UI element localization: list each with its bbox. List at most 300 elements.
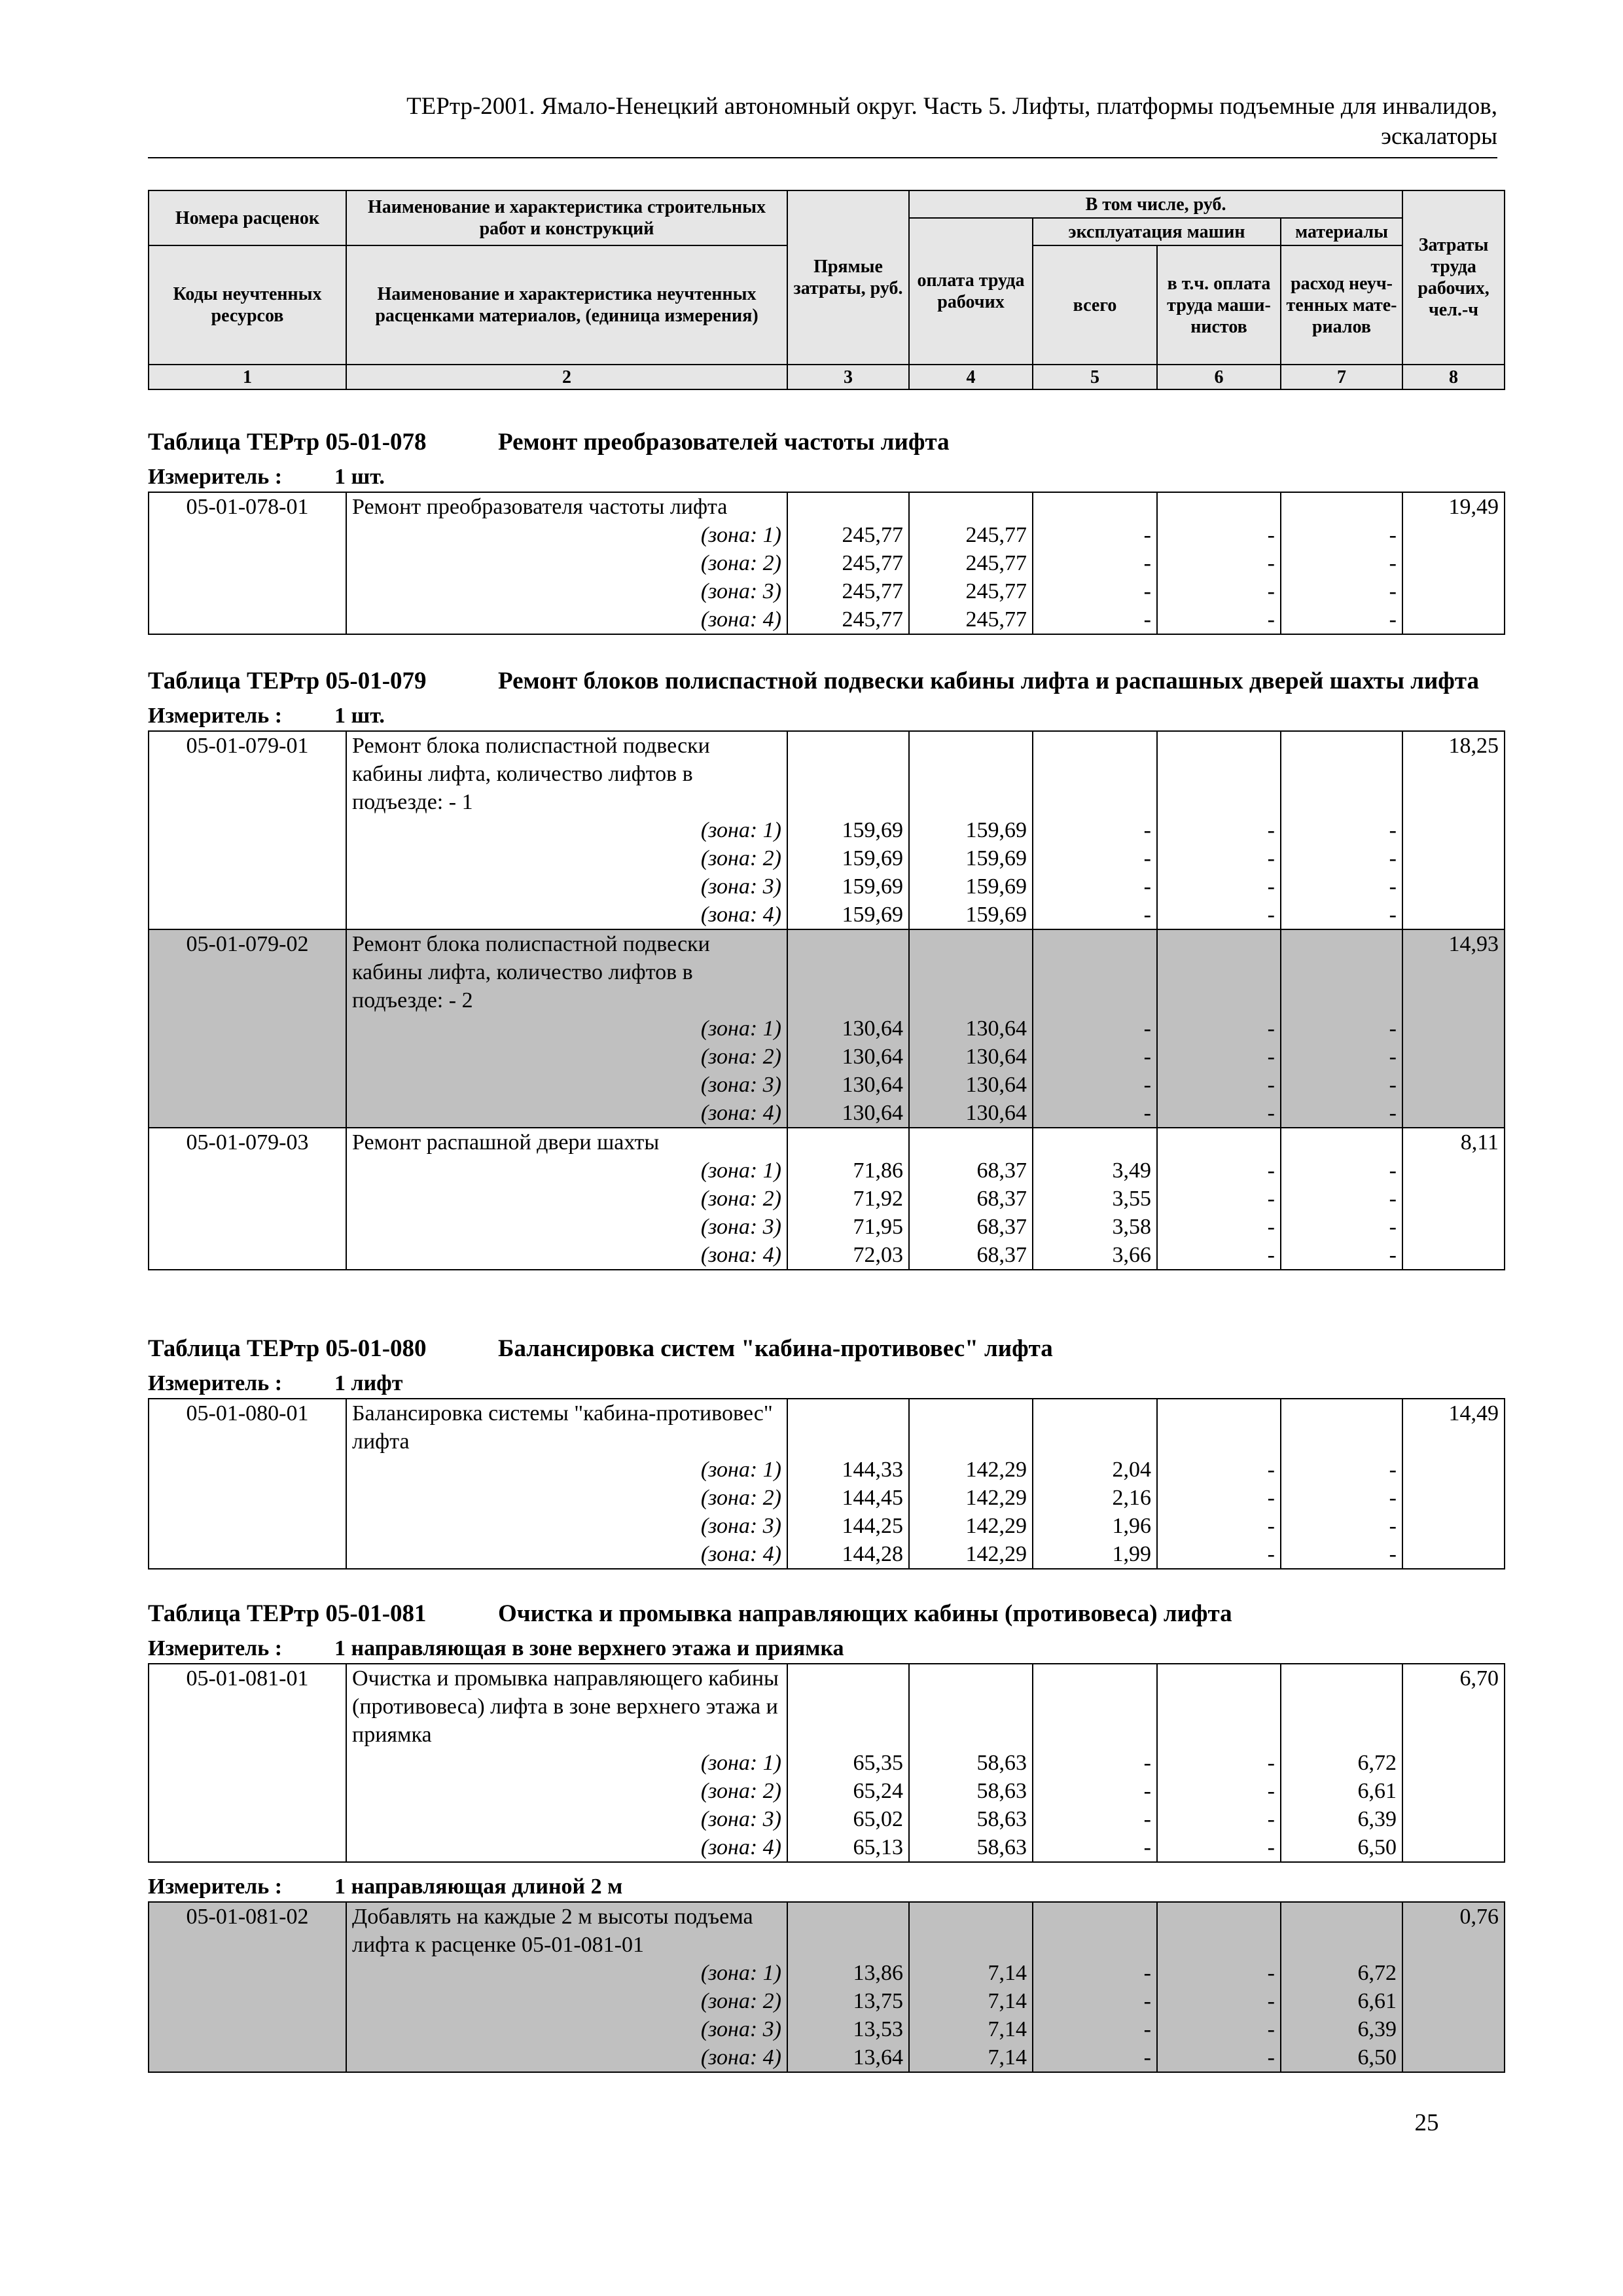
header-resource-name: Наименование и характеристика неучтенных расценками материалов, (единица измерения)	[346, 245, 787, 365]
zone-value-col-7: -	[1281, 521, 1402, 549]
zone-label: (зона: 4)	[346, 1833, 787, 1862]
header-labor-pay: оплата труда рабочих	[909, 218, 1033, 365]
running-header-line-1: ТЕРтр-2001. Ямало-Ненецкий автономный округ. Часть 5. Лифты, платформы подъемные для инвалидов,	[406, 93, 1497, 120]
rate-empty-cell	[909, 1128, 1033, 1157]
zone-row	[149, 1241, 1505, 1270]
zone-value-col-3: 72,03	[787, 1241, 909, 1270]
zone-value-col-5: 2,16	[1033, 1484, 1157, 1512]
rate-description: Ремонт блока полиспастной подвески кабины лифта, количество лифтов в подъезде: - 1	[346, 731, 787, 816]
zone-value-col-3: 130,64	[787, 1014, 909, 1043]
rate-empty-cell	[1033, 492, 1157, 521]
zone-labor-cell	[1402, 1157, 1505, 1185]
zone-row	[149, 1071, 1505, 1099]
zone-row	[149, 1833, 1505, 1862]
section-title	[148, 1332, 1497, 1365]
rate-code: 05-01-081-01	[149, 1664, 346, 1749]
zone-value-col-5: -	[1033, 2043, 1157, 2072]
zone-value-col-6: -	[1157, 1185, 1281, 1213]
zone-value-col-5: -	[1033, 577, 1157, 605]
zone-row	[149, 2043, 1505, 2072]
zone-labor-cell	[1402, 844, 1505, 872]
rate-empty-cell	[1033, 731, 1157, 816]
rate-labor: 19,49	[1402, 492, 1505, 521]
rate-empty-cell	[1157, 492, 1281, 521]
zone-label: (зона: 4)	[346, 2043, 787, 2072]
measure-unit: 1 лифт	[334, 1371, 403, 1395]
zone-value-col-5: -	[1033, 1071, 1157, 1099]
rate-empty-cell	[1157, 1128, 1281, 1157]
zone-value-col-3: 65,35	[787, 1749, 909, 1777]
measure-label: Измеритель :	[148, 1371, 283, 1395]
section-table-code: Таблица ТЕРтр 05-01-079	[148, 668, 427, 694]
zone-value-col-3: 13,53	[787, 2015, 909, 2043]
zone-value-col-4: 7,14	[909, 2043, 1033, 2072]
zone-value-col-6: -	[1157, 1540, 1281, 1569]
rate-empty-cell	[1281, 492, 1402, 521]
measure-unit: 1 направляющая длиной 2 м	[334, 1874, 623, 1899]
rate-empty-cell	[787, 1399, 909, 1456]
zone-value-col-3: 130,64	[787, 1099, 909, 1128]
zone-value-col-7: -	[1281, 1157, 1402, 1185]
section-title	[148, 1597, 1497, 1630]
measure-label: Измеритель :	[148, 465, 283, 489]
zone-value-col-7: -	[1281, 844, 1402, 872]
rate-table	[148, 1901, 1505, 2073]
rate-empty-cell	[787, 731, 909, 816]
zone-value-col-4: 245,77	[909, 549, 1033, 577]
header-machines-total: всего	[1033, 245, 1157, 365]
zone-value-col-7: -	[1281, 1213, 1402, 1241]
zone-value-col-6: -	[1157, 1456, 1281, 1484]
rate-empty-cell	[909, 1399, 1033, 1456]
zone-row	[149, 1043, 1505, 1071]
section-table-name: Балансировка систем "кабина-противовес" лифта	[498, 1335, 1053, 1362]
rate-code: 05-01-078-01	[149, 492, 346, 521]
zone-labor-cell	[1402, 2015, 1505, 2043]
zone-value-col-6: -	[1157, 1987, 1281, 2015]
zone-value-col-4: 245,77	[909, 521, 1033, 549]
header-rule	[148, 157, 1497, 158]
zone-value-col-7: -	[1281, 605, 1402, 634]
zone-value-col-6: -	[1157, 1959, 1281, 1987]
zone-labor-cell	[1402, 816, 1505, 844]
zone-value-col-6: -	[1157, 2043, 1281, 2072]
zone-value-col-6: -	[1157, 605, 1281, 634]
zone-labor-cell	[1402, 1987, 1505, 2015]
zone-row	[149, 521, 1505, 549]
zone-row	[149, 1213, 1505, 1241]
section-measure	[148, 1369, 1497, 1398]
zone-value-col-3: 13,86	[787, 1959, 909, 1987]
rate-empty-cell	[787, 492, 909, 521]
zone-code-cell	[149, 1157, 346, 1185]
zone-value-col-6: -	[1157, 1484, 1281, 1512]
zone-code-cell	[149, 1833, 346, 1862]
zone-value-col-4: 142,29	[909, 1512, 1033, 1540]
header-machinist-pay: в т.ч. оплата труда маши-нистов	[1157, 245, 1281, 365]
zone-value-col-5: -	[1033, 549, 1157, 577]
zone-code-cell	[149, 1456, 346, 1484]
section-measure	[148, 1873, 1497, 1901]
zone-label: (зона: 4)	[346, 1099, 787, 1128]
zone-value-col-6: -	[1157, 1749, 1281, 1777]
zone-label: (зона: 2)	[346, 844, 787, 872]
zone-label: (зона: 2)	[346, 1987, 787, 2015]
zone-label: (зона: 3)	[346, 1071, 787, 1099]
zone-value-col-7: -	[1281, 1099, 1402, 1128]
zone-value-col-7: 6,72	[1281, 1749, 1402, 1777]
zone-label: (зона: 1)	[346, 1749, 787, 1777]
rate-labor: 6,70	[1402, 1664, 1505, 1749]
zone-code-cell	[149, 1043, 346, 1071]
zone-labor-cell	[1402, 1014, 1505, 1043]
rate-empty-cell	[1281, 1664, 1402, 1749]
rate-row	[149, 1902, 1505, 1959]
section-title	[148, 664, 1497, 698]
zone-code-cell	[149, 1213, 346, 1241]
rate-empty-cell	[1157, 731, 1281, 816]
zone-value-col-3: 144,45	[787, 1484, 909, 1512]
zone-value-col-6: -	[1157, 1512, 1281, 1540]
zone-value-col-5: -	[1033, 2015, 1157, 2043]
rate-table	[148, 730, 1505, 1270]
page-number: 25	[1414, 2109, 1439, 2136]
zone-label: (зона: 3)	[346, 2015, 787, 2043]
zone-value-col-3: 65,02	[787, 1805, 909, 1833]
zone-value-col-6: -	[1157, 1043, 1281, 1071]
zone-row	[149, 1014, 1505, 1043]
zone-value-col-7: 6,50	[1281, 2043, 1402, 2072]
zone-value-col-6: -	[1157, 1099, 1281, 1128]
zone-value-col-7: -	[1281, 901, 1402, 929]
zone-row	[149, 1805, 1505, 1833]
rate-code: 05-01-081-02	[149, 1902, 346, 1959]
zone-value-col-3: 159,69	[787, 844, 909, 872]
rate-row	[149, 929, 1505, 1014]
section-title	[148, 425, 1497, 459]
zone-value-col-4: 130,64	[909, 1099, 1033, 1128]
zone-row	[149, 1512, 1505, 1540]
zone-label: (зона: 2)	[346, 1043, 787, 1071]
zone-label: (зона: 3)	[346, 1213, 787, 1241]
zone-row	[149, 816, 1505, 844]
zone-code-cell	[149, 1185, 346, 1213]
zone-value-col-5: 1,96	[1033, 1512, 1157, 1540]
section-table-name: Ремонт блоков полиспастной подвески кабины лифта и распашных дверей шахты лифта	[498, 668, 1480, 694]
zone-value-col-7: 6,39	[1281, 2015, 1402, 2043]
zone-value-col-5: 1,99	[1033, 1540, 1157, 1569]
zone-value-col-5: -	[1033, 1099, 1157, 1128]
zone-value-col-7: -	[1281, 577, 1402, 605]
rate-empty-cell	[1281, 1128, 1402, 1157]
rate-labor: 18,25	[1402, 731, 1505, 816]
rate-section	[148, 425, 1497, 635]
zone-value-col-7: -	[1281, 1484, 1402, 1512]
zone-value-col-3: 245,77	[787, 605, 909, 634]
zone-value-col-7: 6,72	[1281, 1959, 1402, 1987]
zone-value-col-5: 2,04	[1033, 1456, 1157, 1484]
zone-code-cell	[149, 1540, 346, 1569]
zone-value-col-4: 159,69	[909, 872, 1033, 901]
zone-value-col-7: 6,61	[1281, 1777, 1402, 1805]
zone-value-col-6: -	[1157, 1805, 1281, 1833]
header-labor: Затраты труда рабочих, чел.-ч	[1402, 190, 1505, 365]
zone-code-cell	[149, 1014, 346, 1043]
column-number-7: 7	[1281, 365, 1402, 389]
zone-value-col-6: -	[1157, 816, 1281, 844]
zone-labor-cell	[1402, 1484, 1505, 1512]
zone-value-col-7: -	[1281, 549, 1402, 577]
zone-labor-cell	[1402, 1185, 1505, 1213]
zone-value-col-3: 144,33	[787, 1456, 909, 1484]
zone-labor-cell	[1402, 1213, 1505, 1241]
zone-value-col-6: -	[1157, 577, 1281, 605]
zone-label: (зона: 1)	[346, 1456, 787, 1484]
zone-value-col-6: -	[1157, 872, 1281, 901]
zone-value-col-7: -	[1281, 1512, 1402, 1540]
zone-label: (зона: 2)	[346, 1185, 787, 1213]
rate-table	[148, 1398, 1505, 1570]
zone-value-col-3: 159,69	[787, 816, 909, 844]
zone-code-cell	[149, 577, 346, 605]
zone-value-col-5: -	[1033, 816, 1157, 844]
zone-code-cell	[149, 605, 346, 634]
rate-empty-cell	[787, 929, 909, 1014]
zone-value-col-5: -	[1033, 872, 1157, 901]
header-machine-operation: эксплуатация машин	[1033, 218, 1281, 245]
zone-label: (зона: 1)	[346, 1157, 787, 1185]
zone-value-col-4: 58,63	[909, 1805, 1033, 1833]
zone-code-cell	[149, 2015, 346, 2043]
rate-empty-cell	[1033, 1128, 1157, 1157]
rate-row	[149, 1399, 1505, 1456]
rate-description: Ремонт распашной двери шахты	[346, 1128, 787, 1157]
zone-code-cell	[149, 1484, 346, 1512]
zone-value-col-5: -	[1033, 605, 1157, 634]
rate-row	[149, 1664, 1505, 1749]
zone-value-col-3: 144,25	[787, 1512, 909, 1540]
zone-value-col-4: 68,37	[909, 1241, 1033, 1270]
zone-row	[149, 1099, 1505, 1128]
rate-row	[149, 1128, 1505, 1157]
zone-label: (зона: 4)	[346, 901, 787, 929]
zone-code-cell	[149, 521, 346, 549]
rate-section	[148, 664, 1497, 1270]
zone-value-col-3: 71,95	[787, 1213, 909, 1241]
zone-value-col-6: -	[1157, 901, 1281, 929]
column-number-2: 2	[346, 365, 787, 389]
section-table-name: Ремонт преобразователей частоты лифта	[498, 429, 950, 456]
zone-value-col-6: -	[1157, 1833, 1281, 1862]
zone-value-col-4: 68,37	[909, 1185, 1033, 1213]
rate-code: 05-01-079-02	[149, 929, 346, 1014]
rate-description: Добавлять на каждые 2 м высоты подъема лифта к расценке 05-01-081-01	[346, 1902, 787, 1959]
running-header-line-2: эскалаторы	[1381, 123, 1497, 150]
rate-empty-cell	[787, 1664, 909, 1749]
rate-code: 05-01-079-03	[149, 1128, 346, 1157]
zone-value-col-3: 130,64	[787, 1071, 909, 1099]
zone-value-col-7: -	[1281, 1043, 1402, 1071]
rate-labor: 14,93	[1402, 929, 1505, 1014]
measure-unit: 1 шт.	[334, 704, 385, 728]
zone-value-col-4: 142,29	[909, 1456, 1033, 1484]
zone-row	[149, 901, 1505, 929]
header-direct-costs: Прямые затраты, руб.	[787, 190, 909, 365]
column-number-6: 6	[1157, 365, 1281, 389]
section-measure	[148, 463, 1497, 492]
zone-value-col-4: 7,14	[909, 1987, 1033, 2015]
zone-value-col-4: 142,29	[909, 1484, 1033, 1512]
rate-empty-cell	[1281, 731, 1402, 816]
measure-unit: 1 шт.	[334, 465, 385, 489]
zone-value-col-6: -	[1157, 1777, 1281, 1805]
rate-empty-cell	[1033, 1664, 1157, 1749]
zone-code-cell	[149, 844, 346, 872]
section-measure	[148, 1634, 1497, 1663]
zone-value-col-6: -	[1157, 2015, 1281, 2043]
zone-value-col-5: -	[1033, 1959, 1157, 1987]
zone-labor-cell	[1402, 1456, 1505, 1484]
zone-labor-cell	[1402, 1959, 1505, 1987]
zone-value-col-7: -	[1281, 1540, 1402, 1569]
zone-value-col-7: -	[1281, 872, 1402, 901]
zone-row	[149, 549, 1505, 577]
zone-value-col-3: 65,13	[787, 1833, 909, 1862]
section-table-code: Таблица ТЕРтр 05-01-081	[148, 1600, 427, 1627]
zone-labor-cell	[1402, 521, 1505, 549]
zone-labor-cell	[1402, 549, 1505, 577]
zone-row	[149, 1185, 1505, 1213]
zone-row	[149, 1749, 1505, 1777]
rate-empty-cell	[1157, 1399, 1281, 1456]
zone-code-cell	[149, 1959, 346, 1987]
zone-value-col-4: 68,37	[909, 1213, 1033, 1241]
zone-labor-cell	[1402, 1540, 1505, 1569]
zone-label: (зона: 1)	[346, 816, 787, 844]
column-number-4: 4	[909, 365, 1033, 389]
section-table-name: Очистка и промывка направляющих кабины (противовеса) лифта	[498, 1600, 1232, 1627]
rate-empty-cell	[1157, 1664, 1281, 1749]
zone-row	[149, 1540, 1505, 1569]
zone-code-cell	[149, 1777, 346, 1805]
zone-labor-cell	[1402, 1805, 1505, 1833]
zone-value-col-6: -	[1157, 521, 1281, 549]
rate-empty-cell	[909, 731, 1033, 816]
zone-code-cell	[149, 1749, 346, 1777]
zone-row	[149, 872, 1505, 901]
zone-code-cell	[149, 2043, 346, 2072]
zone-value-col-3: 13,75	[787, 1987, 909, 2015]
column-header-table	[148, 190, 1505, 390]
zone-value-col-4: 159,69	[909, 844, 1033, 872]
zone-labor-cell	[1402, 1071, 1505, 1099]
section-table-code: Таблица ТЕРтр 05-01-080	[148, 1335, 427, 1362]
rate-empty-cell	[1157, 1902, 1281, 1959]
zone-value-col-5: -	[1033, 1043, 1157, 1071]
zone-value-col-5: -	[1033, 521, 1157, 549]
zone-value-col-4: 130,64	[909, 1014, 1033, 1043]
zone-value-col-5: -	[1033, 844, 1157, 872]
zone-value-col-3: 65,24	[787, 1777, 909, 1805]
rate-table	[148, 1663, 1505, 1863]
zone-value-col-7: 6,39	[1281, 1805, 1402, 1833]
zone-value-col-3: 245,77	[787, 549, 909, 577]
zone-value-col-5: -	[1033, 901, 1157, 929]
zone-labor-cell	[1402, 1512, 1505, 1540]
column-number-1: 1	[149, 365, 346, 389]
rate-row	[149, 492, 1505, 521]
zone-value-col-4: 159,69	[909, 901, 1033, 929]
rate-labor: 14,49	[1402, 1399, 1505, 1456]
zone-value-col-4: 245,77	[909, 577, 1033, 605]
zone-value-col-4: 130,64	[909, 1071, 1033, 1099]
rate-description: Очистка и промывка направляющего кабины (противовеса) лифта в зоне верхнего этажа и приямка	[346, 1664, 787, 1749]
zone-value-col-3: 130,64	[787, 1043, 909, 1071]
rate-description: Ремонт блока полиспастной подвески кабины лифта, количество лифтов в подъезде: - 2	[346, 929, 787, 1014]
header-resource-codes: Коды неучтенных ресурсов	[149, 245, 346, 365]
measure-label: Измеритель :	[148, 1636, 283, 1660]
zone-value-col-6: -	[1157, 1157, 1281, 1185]
section-table-code: Таблица ТЕРтр 05-01-078	[148, 429, 427, 456]
column-number-3: 3	[787, 365, 909, 389]
zone-labor-cell	[1402, 1777, 1505, 1805]
section-measure	[148, 702, 1497, 730]
zone-label: (зона: 2)	[346, 1484, 787, 1512]
zone-labor-cell	[1402, 872, 1505, 901]
zone-value-col-5: 3,49	[1033, 1157, 1157, 1185]
zone-value-col-4: 159,69	[909, 816, 1033, 844]
header-rate-numbers: Номера расценок	[149, 190, 346, 245]
rate-empty-cell	[1157, 929, 1281, 1014]
zone-value-col-7: -	[1281, 816, 1402, 844]
zone-value-col-6: -	[1157, 1241, 1281, 1270]
zone-code-cell	[149, 1512, 346, 1540]
rate-section	[148, 1869, 1497, 2073]
zone-value-col-5: 3,58	[1033, 1213, 1157, 1241]
zone-label: (зона: 2)	[346, 549, 787, 577]
zone-row	[149, 1484, 1505, 1512]
zone-value-col-7: -	[1281, 1241, 1402, 1270]
zone-value-col-7: -	[1281, 1071, 1402, 1099]
zone-labor-cell	[1402, 901, 1505, 929]
zone-value-col-7: -	[1281, 1185, 1402, 1213]
zone-label: (зона: 1)	[346, 521, 787, 549]
zone-row	[149, 577, 1505, 605]
zone-code-cell	[149, 816, 346, 844]
zone-row	[149, 1987, 1505, 2015]
rate-code: 05-01-079-01	[149, 731, 346, 816]
zone-value-col-5: -	[1033, 1777, 1157, 1805]
zone-value-col-7: -	[1281, 1014, 1402, 1043]
zone-value-col-4: 7,14	[909, 1959, 1033, 1987]
header-materials-sub: расход неуч-тенных мате-риалов	[1281, 245, 1402, 365]
zone-value-col-7: -	[1281, 1456, 1402, 1484]
running-header	[148, 92, 1497, 152]
zone-value-col-3: 13,64	[787, 2043, 909, 2072]
zone-label: (зона: 3)	[346, 577, 787, 605]
zone-value-col-5: -	[1033, 1987, 1157, 2015]
zone-labor-cell	[1402, 577, 1505, 605]
zone-code-cell	[149, 1987, 346, 2015]
zone-value-col-7: 6,50	[1281, 1833, 1402, 1862]
zone-value-col-4: 58,63	[909, 1749, 1033, 1777]
zone-value-col-3: 159,69	[787, 901, 909, 929]
zone-label: (зона: 1)	[346, 1959, 787, 1987]
rate-section	[148, 1597, 1497, 1863]
zone-row	[149, 1157, 1505, 1185]
zone-code-cell	[149, 1099, 346, 1128]
zone-label: (зона: 2)	[346, 1777, 787, 1805]
